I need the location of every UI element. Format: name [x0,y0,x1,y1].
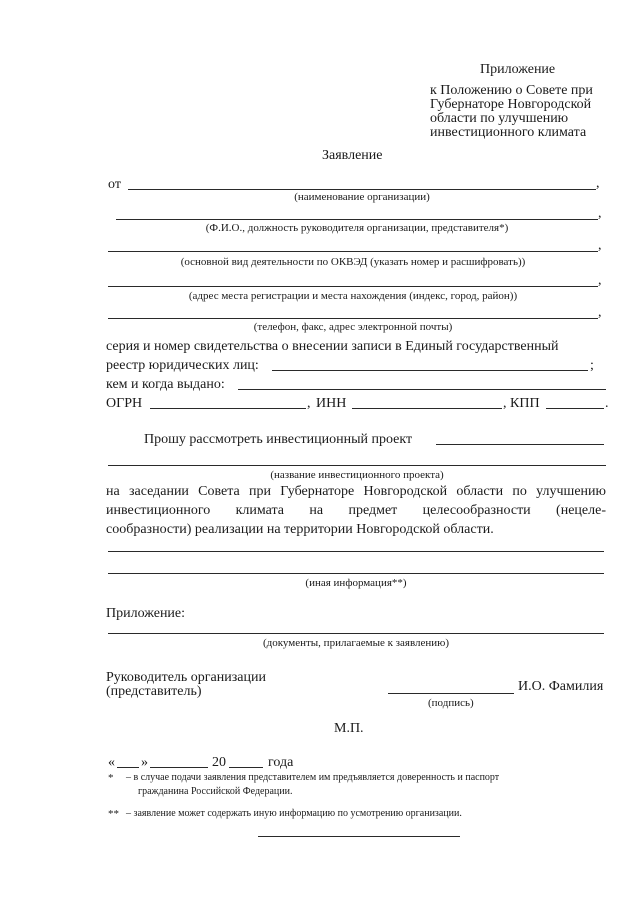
okved-label: (основной вид деятельности по ОКВЭД (указать номер и расшифровать)) [180,256,526,268]
contacts-field[interactable] [108,318,598,319]
comma: , [307,396,311,411]
date-year-field[interactable] [229,767,263,768]
stamp-label: М.П. [334,721,364,736]
date-year-prefix: 20 [212,755,226,770]
comma: , [598,206,602,221]
head-label: (Ф.И.О., должность руководителя организации, представителя*) [205,222,509,234]
other-info-field-1[interactable] [108,551,604,552]
request-para-line1: на заседании Совета при Губернаторе Новгородской области по улучшению [106,484,606,499]
period: . [605,396,609,411]
signature-field[interactable] [388,693,514,694]
address-field[interactable] [108,286,598,287]
signature-label: (подпись) [428,697,474,709]
closing-rule [258,836,460,837]
footnote-mark: ** [108,808,119,820]
other-info-field-2[interactable] [108,573,604,574]
signer-role-line1: Руководитель организации [106,670,266,685]
org-name-label: (наименование организации) [294,191,430,203]
address-label: (адрес места регистрации и места нахождения (индекс, город, район)) [188,290,518,302]
contacts-label: (телефон, факс, адрес электронной почты) [253,321,453,333]
kpp-field[interactable] [546,408,604,409]
word: (нецеле- [556,503,606,518]
doc-title: Заявление [322,148,383,163]
from-label: от [108,177,121,192]
ogrn-field[interactable] [150,408,306,409]
word: климата [235,503,285,518]
date-open-quote: « [108,755,115,770]
appendix-line: Губернаторе Новгородской [430,97,592,112]
okved-field[interactable] [108,251,598,252]
word: на [309,503,324,518]
appendix-title: Приложение [480,62,556,77]
head-field[interactable] [116,219,598,220]
footnote-text: – заявление может содержать иную информацию по усмотрению организации. [126,808,462,819]
request-para-line3: сообразности) реализации на территории Новгородской области. [106,522,494,537]
inn-field[interactable] [352,408,502,409]
word: инвестиционного [106,503,211,518]
semicolon: ; [590,358,594,373]
footnote-mark: * [108,772,114,784]
registry-line1: серия и номер свидетельства о внесении записи в Единый государственный [106,339,559,354]
attachment-title: Приложение: [106,606,186,621]
date-suffix: года [268,755,294,770]
attachment-label: (документы, прилагаемые к заявлению) [262,637,450,649]
registry-number-field[interactable] [272,370,588,371]
other-info-label: (иная информация**) [305,577,407,589]
comma: , [598,238,602,253]
signer-role-line2: (представитель) [106,684,202,699]
comma: , [598,305,602,320]
registry-line2: реестр юридических лиц: [106,358,259,373]
comma: , [596,176,600,191]
kpp-label: КПП [510,396,540,411]
registry-issued-field[interactable] [238,389,606,390]
inn-label: ИНН [316,396,347,411]
appendix-line: инвестиционного климата [430,125,587,140]
signer-name: И.О. Фамилия [518,679,604,694]
request-para-line2 [106,503,606,519]
project-name-field[interactable] [108,465,606,466]
footnote-text: – в случае подачи заявления представителем им предъявляется доверенность и паспорт [126,772,500,783]
appendix-line: области по улучшению [430,111,569,126]
registry-issued-label: кем и когда выдано: [106,377,225,392]
org-name-field[interactable] [128,189,596,190]
date-month-field[interactable] [150,767,208,768]
project-inline-field[interactable] [436,444,604,445]
attachment-field[interactable] [108,633,604,634]
word: предмет [348,503,398,518]
comma: , [503,396,507,411]
footnote-text: гражданина Российской Федерации. [138,786,293,797]
request-text: Прошу рассмотреть инвестиционный проект [144,432,413,447]
project-name-label: (название инвестиционного проекта) [270,469,444,481]
date-close-quote: » [141,755,148,770]
date-day-field[interactable] [117,767,139,768]
appendix-line: к Положению о Совете при [430,83,593,98]
word: целесообразности [422,503,531,518]
ogrn-label: ОГРН [106,396,143,411]
comma: , [598,273,602,288]
